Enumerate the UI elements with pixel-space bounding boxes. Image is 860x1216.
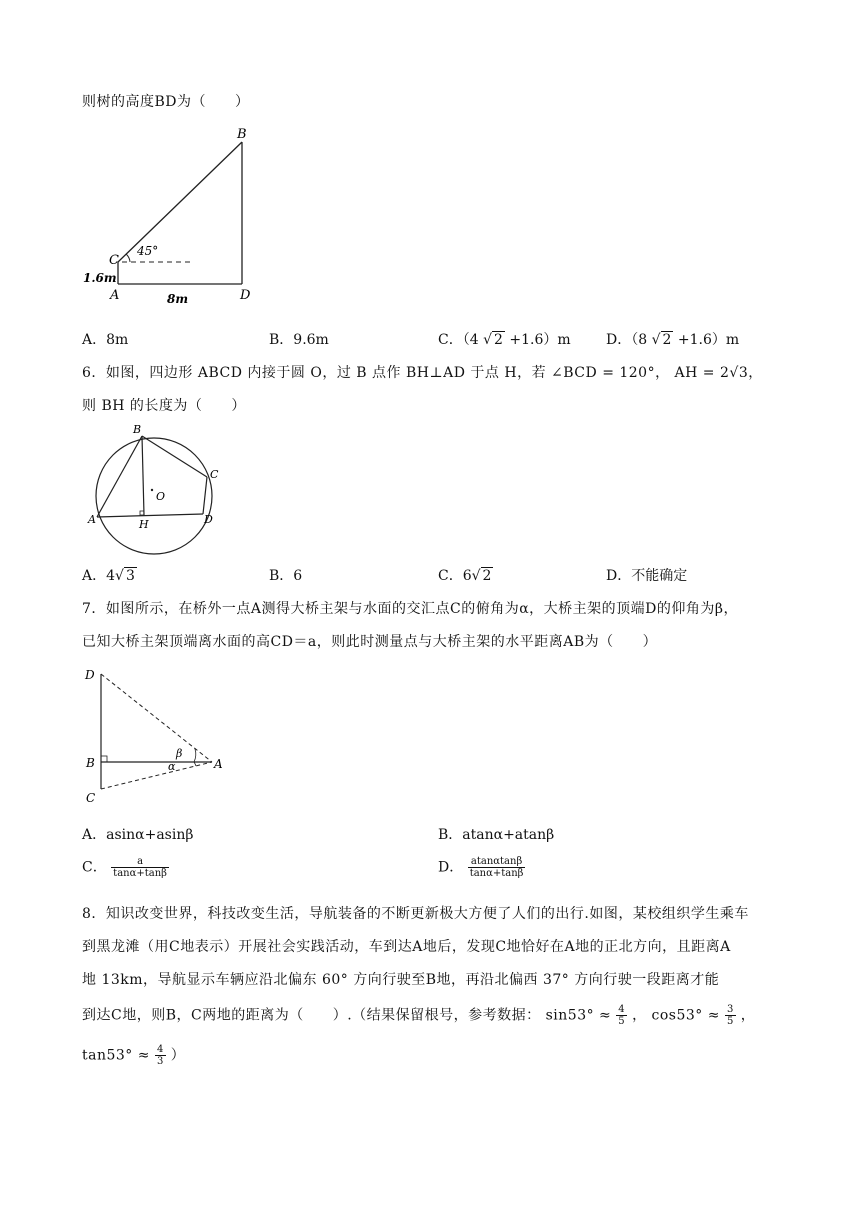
q7-label-C: C	[86, 791, 96, 805]
q8-stem-line3: 地 13km，导航显示车辆应沿北偏东 60° 方向行驶至B地，再沿北偏西 37° 方向行驶一段距离才能	[82, 972, 720, 988]
q8-stem-line1: 8．知识改变世界，科技改变生活，导航装备的不断更新极大方便了人们的出行.如图，某校组织学生乘车	[82, 906, 749, 922]
q6-option-b[interactable]: B．6	[269, 568, 303, 584]
q6-stem-line2: 则 BH 的长度为（ ）	[82, 398, 246, 414]
q6-label-H: H	[139, 518, 149, 531]
q7-label-beta: β	[176, 747, 183, 760]
q6-option-c[interactable]: C．6√ 2	[438, 568, 492, 584]
q7-label-B: B	[86, 756, 95, 770]
q6-label-O: O	[156, 490, 166, 503]
q5-label-B: B	[237, 127, 247, 142]
q5-label-A: A	[110, 288, 120, 303]
q5-label-C: C	[109, 253, 119, 268]
q5-stem-tail: 则树的高度BD为（ ）	[82, 94, 250, 110]
q7-label-A: A	[214, 757, 223, 771]
q7-option-d-fraction: $\frac{atan\alpha\tan\beta}{\tan\alpha+\tan\beta}$	[469, 856, 524, 879]
q6-label-A: A	[88, 513, 96, 526]
q7-stem-line2: 已知大桥主架顶端离水面的高CD＝a，则此时测量点与大桥主架的水平距离AB为（ ）	[82, 634, 658, 650]
q7-option-c-fraction: $\frac{a}{\tan\alpha+\tan\beta}$	[113, 856, 167, 879]
q5-label-D: D	[240, 288, 251, 303]
q7-label-alpha: α	[168, 760, 176, 773]
q5-option-c[interactable]: C．（4 √ 2 +1.6）m	[438, 332, 571, 348]
q7-option-a[interactable]: A．asinα+asinβ	[82, 827, 194, 843]
q7-option-b[interactable]: B．atanα+atanβ	[438, 827, 555, 843]
q6-label-B: B	[133, 423, 142, 436]
q6-figure	[82, 420, 232, 555]
q5-label-angle: 45°	[137, 244, 159, 258]
q6-label-C: C	[210, 468, 219, 481]
q8-stem-line2: 到黑龙滩（用C地表示）开展社会实践活动，车到达A地后，发现C地恰好在A地的正北方向，且距离A	[82, 939, 731, 955]
q7-figure	[82, 662, 232, 812]
q5-label-base: 8m	[167, 292, 189, 306]
q5-option-b[interactable]: B．9.6m	[269, 332, 329, 348]
q6-option-a[interactable]: A．4√ 3	[82, 568, 135, 584]
q7-label-D: D	[85, 668, 95, 682]
q6-stem-line1: 6．如图，四边形 ABCD 内接于圆 O，过 B 点作 BH⊥AD 于点 H，若 ∠BCD = 120°， AH = 2√3，	[82, 365, 763, 381]
q6-label-D: D	[204, 513, 213, 526]
q5-option-a[interactable]: A．8m	[82, 332, 129, 348]
q7-option-d[interactable]: D． $\frac{atan\alpha\tan\beta}{\tan\alpha+\tan\beta}$	[438, 856, 524, 879]
q7-option-c[interactable]: C． $\frac{a}{\tan\alpha+\tan\beta}$	[82, 856, 167, 879]
q8-stem-line5: tan53° ≈ $\frac{4}{3}$ ）	[82, 1044, 186, 1067]
q7-stem-line1: 7．如图所示，在桥外一点A测得大桥主架与水面的交汇点C的俯角为α，大桥主架的顶端D的仰角为β，	[82, 601, 738, 617]
q5-figure	[80, 124, 270, 309]
q5-label-height: 1.6m	[83, 271, 117, 285]
q5-option-d[interactable]: D．（8 √ 2 +1.6）m	[606, 332, 740, 348]
q6-option-d[interactable]: D．不能确定	[606, 568, 688, 584]
q8-stem-line4: 到达C地，则B，C两地的距离为（ ）.（结果保留根号，参考数据： sin53° ≈ $\frac{4}{5}$ ， cos53° ≈ $\frac{3}{5}$ ，	[82, 1004, 756, 1027]
